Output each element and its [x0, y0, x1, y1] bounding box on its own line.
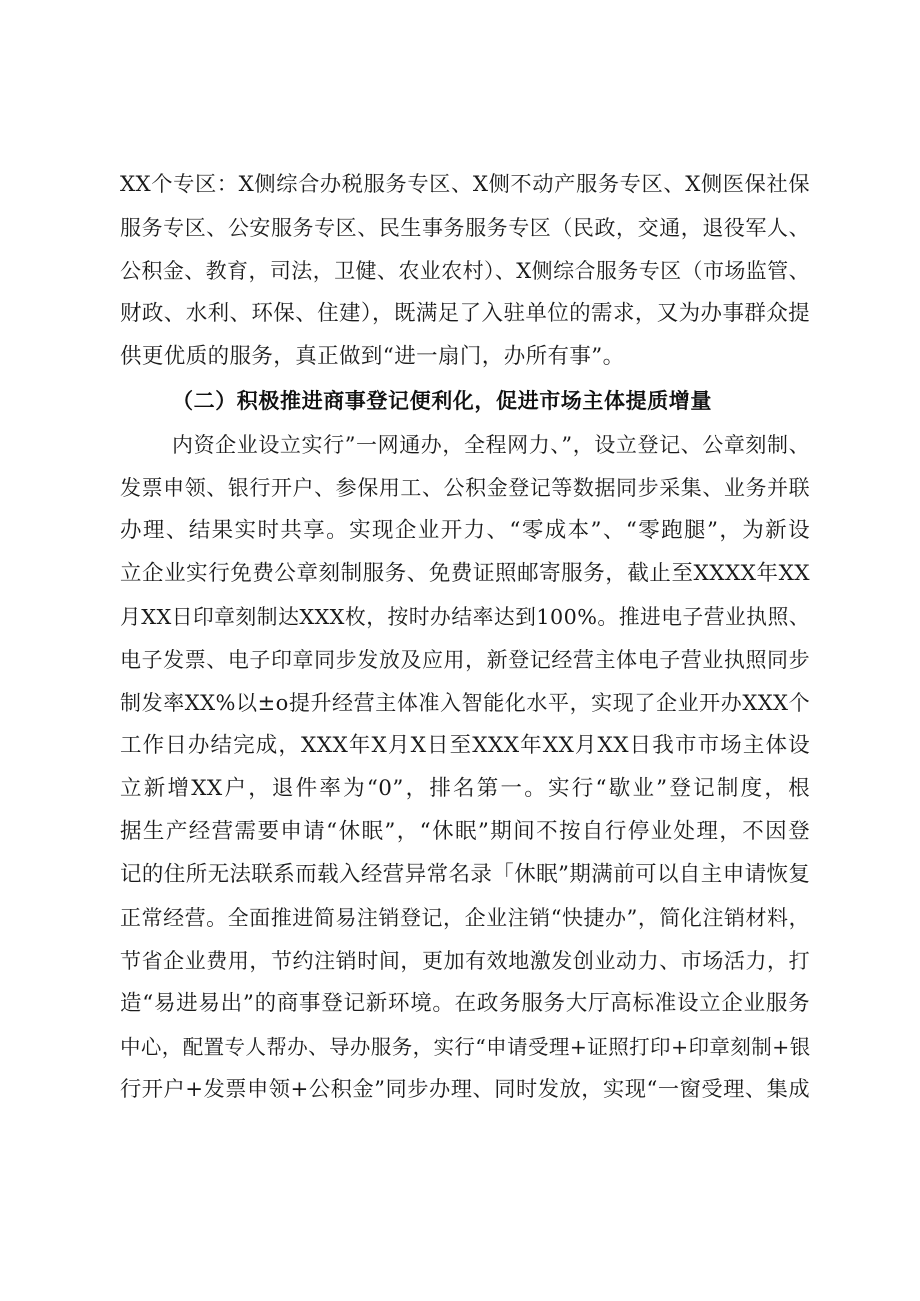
paragraph-line: 制发率XX%以±o提升经营主体准入智能化水平，实现了企业开办XXX个 [120, 691, 810, 715]
paragraph-line: 发票申领、银行开户、参保用工、公积金登记等数据同步采集、业务并联 [120, 476, 810, 500]
paragraph-line: XX个专区：X侧综合办税服务专区、X侧不动产服务专区、X侧医保社保 [120, 172, 810, 197]
paragraph-line: 造“易进易出”的商事登记新环境。在政务服务大厅高标准设立企业服务 [120, 991, 810, 1016]
paragraph-line: 记的住所无法联系而载入经营异常名录「休眠”期满前可以自主申请恢复 [120, 862, 811, 887]
paragraph-line: 内资企业设立实行”一网通办，全程网力、”，设立登记、公章刻制、 [172, 433, 810, 457]
paragraph-line: 据生产经营需要申请“休眠”，“休眠”期间不按自行停业处理，不因登 [120, 819, 810, 844]
paragraph-line: 电子发票、电子印章同步发放及应用，新登记经营主体电子营业执照同步 [120, 648, 810, 672]
paragraph-line: 行开户+发票申领+公积金”同步办理、同时发放，实现“一窗受理、集成 [120, 1077, 810, 1102]
paragraph-line: 办理、结果实时共享。实现企业开力、“零成本”、“零跑腿”，为新设 [120, 518, 810, 543]
section-heading: （二）积极推进商事登记便利化，促进市场主体提质增量 [172, 389, 712, 413]
paragraph-line: 工作日办结完成，XXX年X月X日至XXX年XX月XX日我市市场主体设 [120, 733, 810, 758]
paragraph-line: 立企业实行免费公章刻制服务、免费证照邮寄服务，截止至XXXX年XX [120, 561, 810, 586]
paragraph-line: 供更优质的服务，真正做到“进一扇门，办所有事”。 [120, 344, 625, 369]
paragraph-line: 服务专区、公安服务专区、民生事务服务专区（民政，交通，退役军人、 [120, 216, 810, 240]
paragraph-line: 财政、水利、环保、住建），既满足了入驻单位的需求，又为办事群众提 [120, 301, 811, 326]
paragraph-line: 月XX日印章刻制达XXX枚，按时办结率达到100%。推进电子营业执照、 [120, 605, 810, 629]
paragraph-line: 节省企业费用，节约注销时间，更加有效地激发创业动力、市场活力，打 [120, 949, 810, 973]
paragraph-line: 公积金、教育，司法，卫健、农业农村）、X侧综合服务专区（市场监管、 [120, 259, 810, 283]
paragraph-line: 中心，配置专人帮办、导办服务，实行“申请受理+证照打印+印章刻制+银 [120, 1035, 811, 1059]
paragraph-line: 正常经营。全面推进简易注销登记，企业注销“快捷办”，简化注销材料， [120, 906, 810, 930]
paragraph-line: 立新增XX户，退件率为“0”，排名第一。实行“歇业”登记制度，根 [120, 776, 810, 801]
